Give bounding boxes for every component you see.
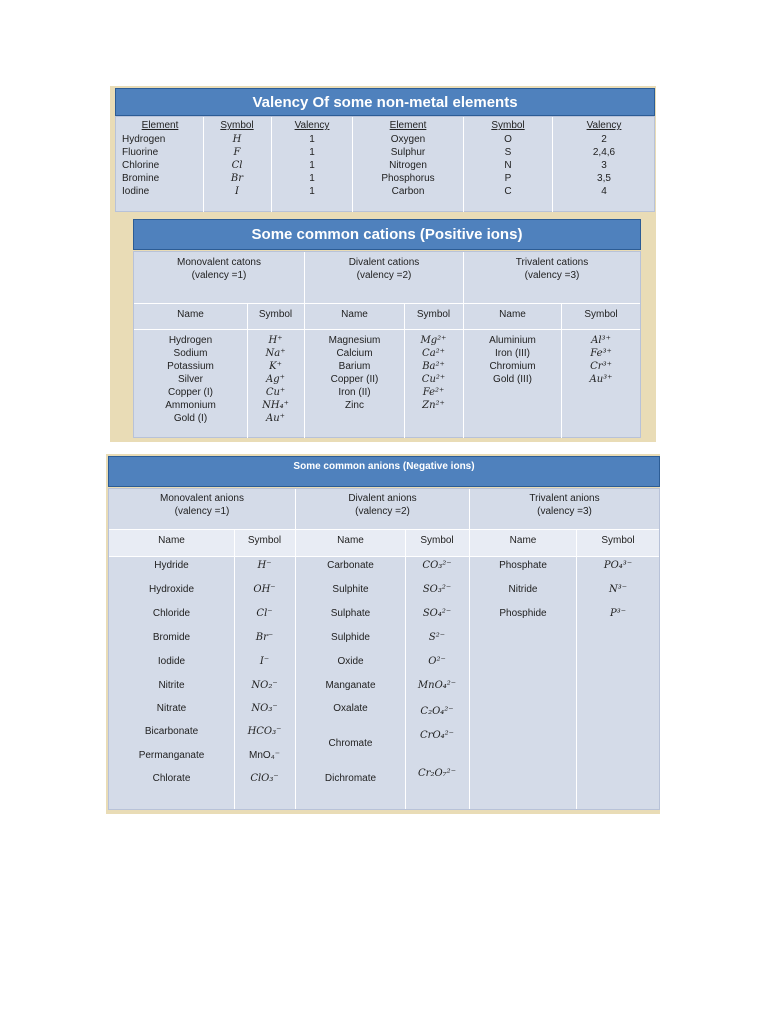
valency-left-symbols: H F Cl Br I [230,134,244,197]
cations-group-trivalent: Trivalent cations (valency =3) [515,257,589,281]
anion-symbol: C₂O₄²⁻ [420,706,454,717]
cations-group-monovalent: Monovalent catons (valency =1) [177,257,261,281]
anion-symbol: Cr₂O₇²⁻ [418,768,456,779]
cations-divider [304,252,305,438]
anions-col-name: Name [337,535,364,546]
anion-name: Sulphate [330,608,371,619]
anion-name: Chromate [328,738,373,749]
anion-name: Hydroxide [148,584,195,595]
cations-divider [134,329,640,330]
anions-group-divalent: Divalent anions (valency =2) [348,493,417,517]
valency-divider [352,117,353,212]
valency-right-elements: Oxygen Sulphur Nitrogen Phosphorus Carbon [381,134,435,197]
anion-name: Iodide [157,656,186,667]
valency-title: Valency Of some non-metal elements [115,88,655,116]
cations-trivalent-symbols: Al³⁺ Fe³⁺ Cr³⁺ Au³⁺ [589,335,613,385]
valency-divider [203,117,204,212]
anion-symbol: S²⁻ [428,632,446,643]
anion-symbol: OH⁻ [253,584,276,595]
anion-symbol: NO₃⁻ [251,703,278,714]
anion-name: Oxide [337,656,364,667]
anion-name: Permanganate [138,750,205,761]
cations-monovalent-names: Hydrogen Sodium Potassium Silver Copper (I) Ammonium Gold (I) [165,335,216,424]
valency-right-values: 2 2,4,6 3 3,5 4 [592,134,616,197]
anion-symbol: NO₂⁻ [251,680,278,691]
anion-name: Sulphite [332,584,369,595]
valency-header-symbol: Symbol [491,120,525,131]
valency-header-symbol: Symbol [220,120,254,131]
valency-header-valency: Valency [586,120,622,131]
anions-group-trivalent: Trivalent anions (valency =3) [529,493,600,517]
anion-name: Bromide [152,632,191,643]
anion-symbol: Cl⁻ [256,608,273,619]
anion-name: Phosphate [499,560,547,571]
anion-symbol: MnO₄²⁻ [417,680,457,691]
cations-divalent-symbols: Mg²⁺ Ca²⁺ Ba²⁺ Cu²⁺ Fe²⁺ Zn²⁺ [420,335,447,411]
cations-trivalent-names: Aluminium Iron (III) Chromium Gold (III) [489,335,536,385]
cations-divalent-names: Magnesium Calcium Barium Copper (II) Iron (II) Zinc [328,335,381,411]
valency-divider [552,117,553,212]
cations-title: Some common cations (Positive ions) [133,219,641,250]
anion-symbol: MnO₄⁻ [248,750,281,761]
anion-name: Manganate [325,680,376,691]
cations-group-divalent: Divalent cations (valency =2) [348,257,420,281]
valency-right-symbols: O S N P C [504,134,512,197]
anions-divider [234,530,235,809]
cations-col-name: Name [341,309,368,320]
anion-symbol: Br⁻ [255,632,274,643]
anion-symbol: P³⁻ [609,608,626,619]
cations-col-name: Name [177,309,204,320]
anions-col-name: Name [509,535,537,546]
anion-name: Hydride [154,560,189,571]
valency-left-elements: Hydrogen Fluorine Chlorine Bromine Iodine [122,134,166,197]
anion-symbol: O²⁻ [428,656,446,667]
valency-divider [271,117,272,212]
cations-col-symbol: Symbol [416,309,451,320]
anion-symbol: ClO₃⁻ [250,773,279,784]
anions-divider [295,489,296,809]
valency-divider [463,117,464,212]
anions-col-symbol: Symbol [601,535,635,546]
anion-name: Chloride [152,608,191,619]
anions-col-symbol: Symbol [247,535,282,546]
anion-symbol: N³⁻ [608,584,628,595]
anion-name: Bicarbonate [144,726,199,737]
cations-monovalent-symbols: H⁺ Na⁺ K⁺ Ag⁺ Cu⁺ NH₄⁺ Au⁺ [262,335,289,424]
anion-name: Nitride [508,584,538,595]
anion-name: Chlorate [152,773,191,784]
anion-symbol: SO₃²⁻ [422,584,452,595]
anion-symbol: I⁻ [259,656,270,667]
valency-header-element: Element [141,120,179,131]
anions-col-symbol: Symbol [420,535,454,546]
anion-name: Dichromate [324,773,377,784]
anions-title: Some common anions (Negative ions) [108,456,660,487]
cations-divider [134,303,640,304]
cations-divider [463,252,464,438]
anion-symbol: CO₃²⁻ [422,560,452,571]
anion-name: Sulphide [331,632,370,643]
anion-name: Oxalate [333,703,368,714]
anion-symbol: CrO₄²⁻ [420,730,454,741]
anion-name: Nitrite [158,680,185,691]
valency-header-element: Element [389,120,427,131]
valency-header-valency: Valency [294,120,330,131]
valency-left-values: 1 1 1 1 1 [309,134,315,197]
anions-col-name: Name [158,535,185,546]
cations-col-symbol: Symbol [258,309,293,320]
cations-col-name: Name [499,309,526,320]
anion-name: Carbonate [327,560,374,571]
anion-symbol: H⁻ [257,560,272,571]
anion-name: Nitrate [156,703,187,714]
anions-divider [576,530,577,809]
anions-group-monovalent: Monovalent anions (valency =1) [160,493,244,517]
anion-symbol: SO₄²⁻ [422,608,452,619]
anion-name: Phosphide [499,608,547,619]
cations-col-symbol: Symbol [584,309,618,320]
anion-symbol: PO₄³⁻ [603,560,633,571]
anions-divider [469,489,470,809]
anion-symbol: HCO₃⁻ [247,726,282,737]
